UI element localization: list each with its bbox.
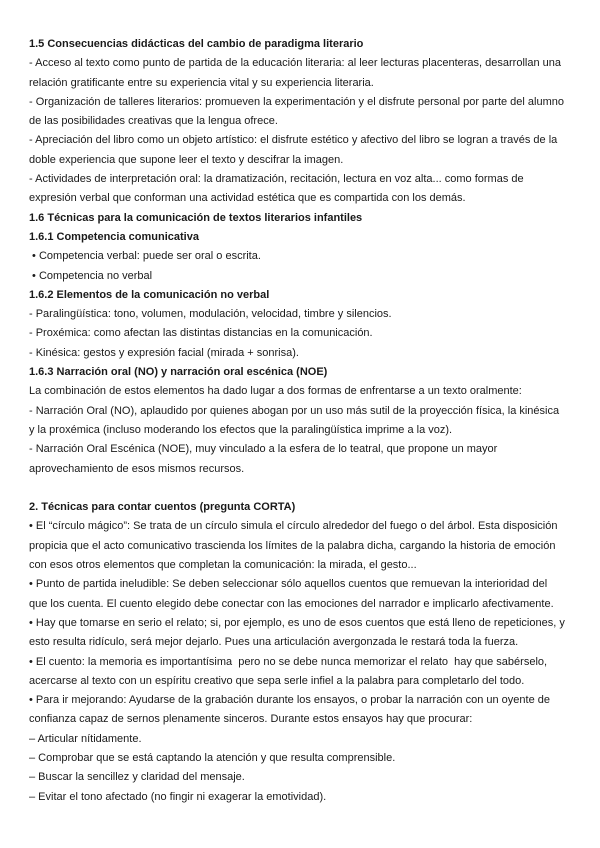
text-line: - Apreciación del libro como un objeto artístico: el disfrute estético y afectivo del libro se logran a través de la: [29, 134, 558, 147]
text-line: La combinación de estos elementos ha dado lugar a dos formas de enfrentarse a un texto oralmente:: [29, 385, 522, 398]
list-item: - Kinésica: gestos y expresión facial (mirada + sonrisa).: [29, 346, 299, 359]
text-line: esto resulta ridículo, será mejor dejarlo. Pues una articulación avergonzada le restará toda la fuerza.: [29, 636, 519, 649]
subsection-heading: 1.6.1 Competencia comunicativa: [29, 230, 199, 243]
text-line: doble experiencia que supone leer el texto y descifrar la imagen.: [29, 153, 344, 166]
text-line: con esos otros elementos que completan la comunicación: la mirada, el gesto...: [29, 559, 417, 572]
section-2: [29, 498, 574, 807]
subsection-heading: 1.6.2 Elementos de la comunicación no verbal: [29, 288, 270, 301]
text-line: acercarse al texto con un espíritu creativo que sepa serle infiel a la palabra para completarlo del todo.: [29, 674, 525, 687]
list-item: • Competencia verbal: puede ser oral o escrita.: [29, 250, 261, 263]
text-line: que los cuenta. El cuento elegido debe conectar con las emociones del narrador e implicarlo afectivamente.: [29, 597, 554, 610]
text-line: confianza capaz de sernos plenamente sinceros. Durante estos ensayos hay que procurar:: [29, 713, 473, 726]
section-1-5: [29, 35, 574, 209]
list-item: - Paralingüística: tono, volumen, modulación, velocidad, timbre y silencios.: [29, 308, 392, 321]
text-line: aprovechamiento de esos mismos recursos.: [29, 462, 245, 475]
list-item: – Buscar la sencillez y claridad del mensaje.: [29, 771, 245, 784]
text-line: - Narración Oral (NO), aplaudido por quienes abogan por un uso más sutil de la proyección física, la kinésica: [29, 404, 560, 417]
section-1-6: [29, 209, 574, 479]
text-line: propicia que el acto comunicativo trascienda los límites de la palabra dicha, cargando la historia de emoción: [29, 539, 556, 552]
subsection-heading: 1.6.3 Narración oral (NO) y narración oral escénica (NOE): [29, 366, 328, 379]
section-heading: 2. Técnicas para contar cuentos (pregunta CORTA): [29, 501, 296, 514]
list-item: – Comprobar que se está captando la atención y que resulta comprensible.: [29, 751, 396, 764]
text-line: • Punto de partida ineludible: Se deben seleccionar sólo aquellos cuentos que remuevan la interioridad del: [29, 578, 548, 591]
text-line: - Actividades de interpretación oral: la dramatización, recitación, lectura en voz alta... como formas de: [29, 173, 524, 186]
list-item: – Evitar el tono afectado (no fingir ni exagerar la emotividad).: [29, 790, 327, 803]
section-heading: 1.6 Técnicas para la comunicación de textos literarios infantiles: [29, 211, 363, 224]
text-line: • El “círculo mágico”: Se trata de un círculo simula el círculo alrededor del fuego o del árbol. Esta disposición: [29, 520, 558, 533]
section-heading: 1.5 Consecuencias didácticas del cambio de paradigma literario: [29, 38, 364, 50]
text-line: y la proxémica (incluso moderando los efectos que la paralingüística imprime a la voz).: [29, 423, 453, 436]
text-line: relación gratificante entre su experiencia vital y su experiencia literaria.: [29, 76, 374, 89]
text-line: • El cuento: la memoria es importantísima pero no se debe nunca memorizar el relato hay que sabérselo,: [29, 655, 548, 668]
text-line: - Organización de talleres literarios: promueven la experimentación y el disfrute personal por parte del alumno: [29, 95, 564, 108]
paragraph-gap: [29, 479, 574, 498]
text-line: de las posibilidades creativas que la lengua ofrece.: [29, 115, 278, 128]
text-line: • Para ir mejorando: Ayudarse de la grabación durante los ensayos, o probar la narración con un oyente de: [29, 694, 550, 707]
document-page: [29, 35, 574, 807]
list-item: – Articular nítidamente.: [29, 732, 142, 745]
text-line: • Hay que tomarse en serio el relato; si, por ejemplo, es uno de esos cuentos que está lleno de repeticiones, y: [29, 616, 565, 629]
list-item: - Proxémica: como afectan las distintas distancias en la comunicación.: [29, 327, 373, 340]
text-line: - Narración Oral Escénica (NOE), muy vinculado a la esfera de lo teatral, que propone un mayor: [29, 443, 498, 456]
text-line: expresión verbal que conforman una actividad estética que es compartida con los demás.: [29, 192, 466, 205]
list-item: • Competencia no verbal: [29, 269, 153, 282]
text-line: - Acceso al texto como punto de partida de la educación literaria: al leer lecturas placenteras, desarrollan una: [29, 57, 561, 70]
